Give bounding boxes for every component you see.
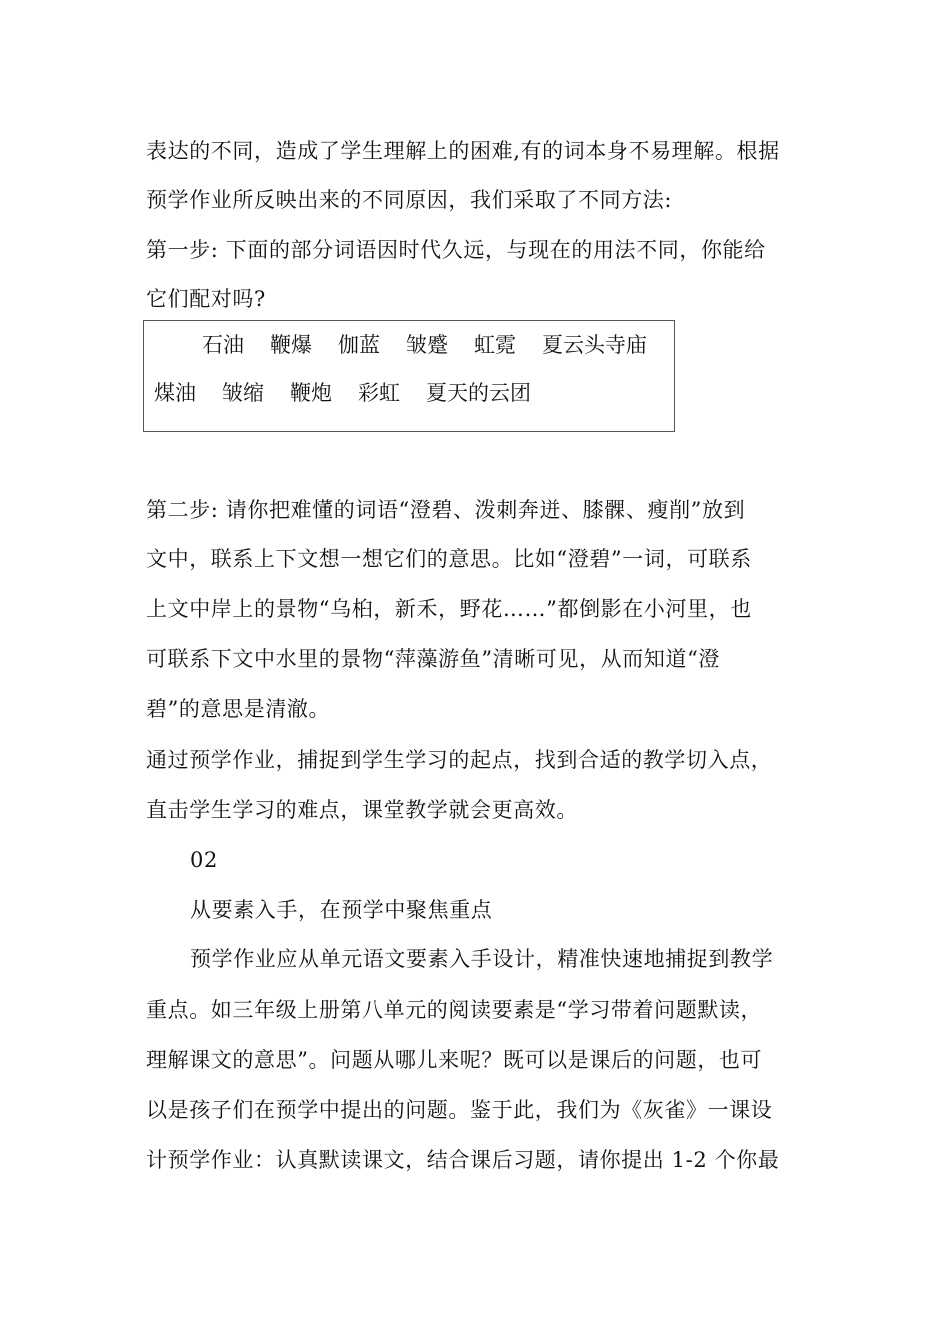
step2-line: 上文中岸上的景物“乌桕，新禾，野花……”都倒影在小河里，也 <box>146 597 752 621</box>
word-item: 伽蓝 <box>338 333 380 357</box>
word-item: 皱蹙 <box>406 333 448 357</box>
step2-line: 可联系下文中水里的景物“萍藻游鱼”清晰可见，从而知道“澄 <box>146 647 721 671</box>
section-body-line: 预学作业应从单元语文要素入手设计，精准快速地捕捉到教学 <box>190 947 774 971</box>
word-row-modern <box>154 379 531 407</box>
section-body-line: 理解课文的意思”。问题从哪儿来呢？既可以是课后的问题，也可 <box>146 1048 763 1072</box>
paragraph-line: 表达的不同，造成了学生理解上的困难,有的词本身不易理解。根据 <box>146 139 780 163</box>
section-title: 从要素入手，在预学中聚焦重点 <box>190 898 493 922</box>
word-item: 皱缩 <box>222 381 264 405</box>
word-item: 鞭爆 <box>270 333 312 357</box>
word-matching-box <box>143 320 675 432</box>
step2-line: 文中，联系上下文想一想它们的意思。比如“澄碧”一词，可联系 <box>146 547 752 571</box>
word-item: 虹霓 <box>474 333 516 357</box>
word-item: 彩虹 <box>358 381 400 405</box>
word-item: 夏云头寺庙 <box>542 333 647 357</box>
step2-line: 第二步: 请你把难懂的词语“澄碧、泼刺奔迸、膝髁、瘦削”放到 <box>146 498 746 522</box>
section-body-line: 以是孩子们在预学中提出的问题。鉴于此，我们为《灰雀》一课设 <box>146 1098 773 1122</box>
word-item: 夏天的云团 <box>426 381 531 405</box>
section-body-line: 计预学作业：认真默读课文，结合课后习题，请你提出 1-2 个你最 <box>146 1148 780 1172</box>
section-number: 02 <box>190 848 218 872</box>
paragraph-line: 预学作业所反映出来的不同原因，我们采取了不同方法: <box>146 188 673 212</box>
step1-line: 它们配对吗? <box>146 287 266 311</box>
step2-line: 碧”的意思是清澈。 <box>146 697 331 721</box>
summary-line: 直击学生学习的难点，课堂教学就会更高效。 <box>146 798 578 822</box>
section-body-line: 重点。如三年级上册第八单元的阅读要素是“学习带着问题默读， <box>146 998 763 1022</box>
summary-line: 通过预学作业，捕捉到学生学习的起点，找到合适的教学切入点， <box>146 748 773 772</box>
word-item: 鞭炮 <box>290 381 332 405</box>
word-row-old <box>202 331 647 359</box>
step1-line: 第一步: 下面的部分词语因时代久远，与现在的用法不同，你能给 <box>146 238 766 262</box>
word-item: 石油 <box>202 333 244 357</box>
word-item: 煤油 <box>154 381 196 405</box>
